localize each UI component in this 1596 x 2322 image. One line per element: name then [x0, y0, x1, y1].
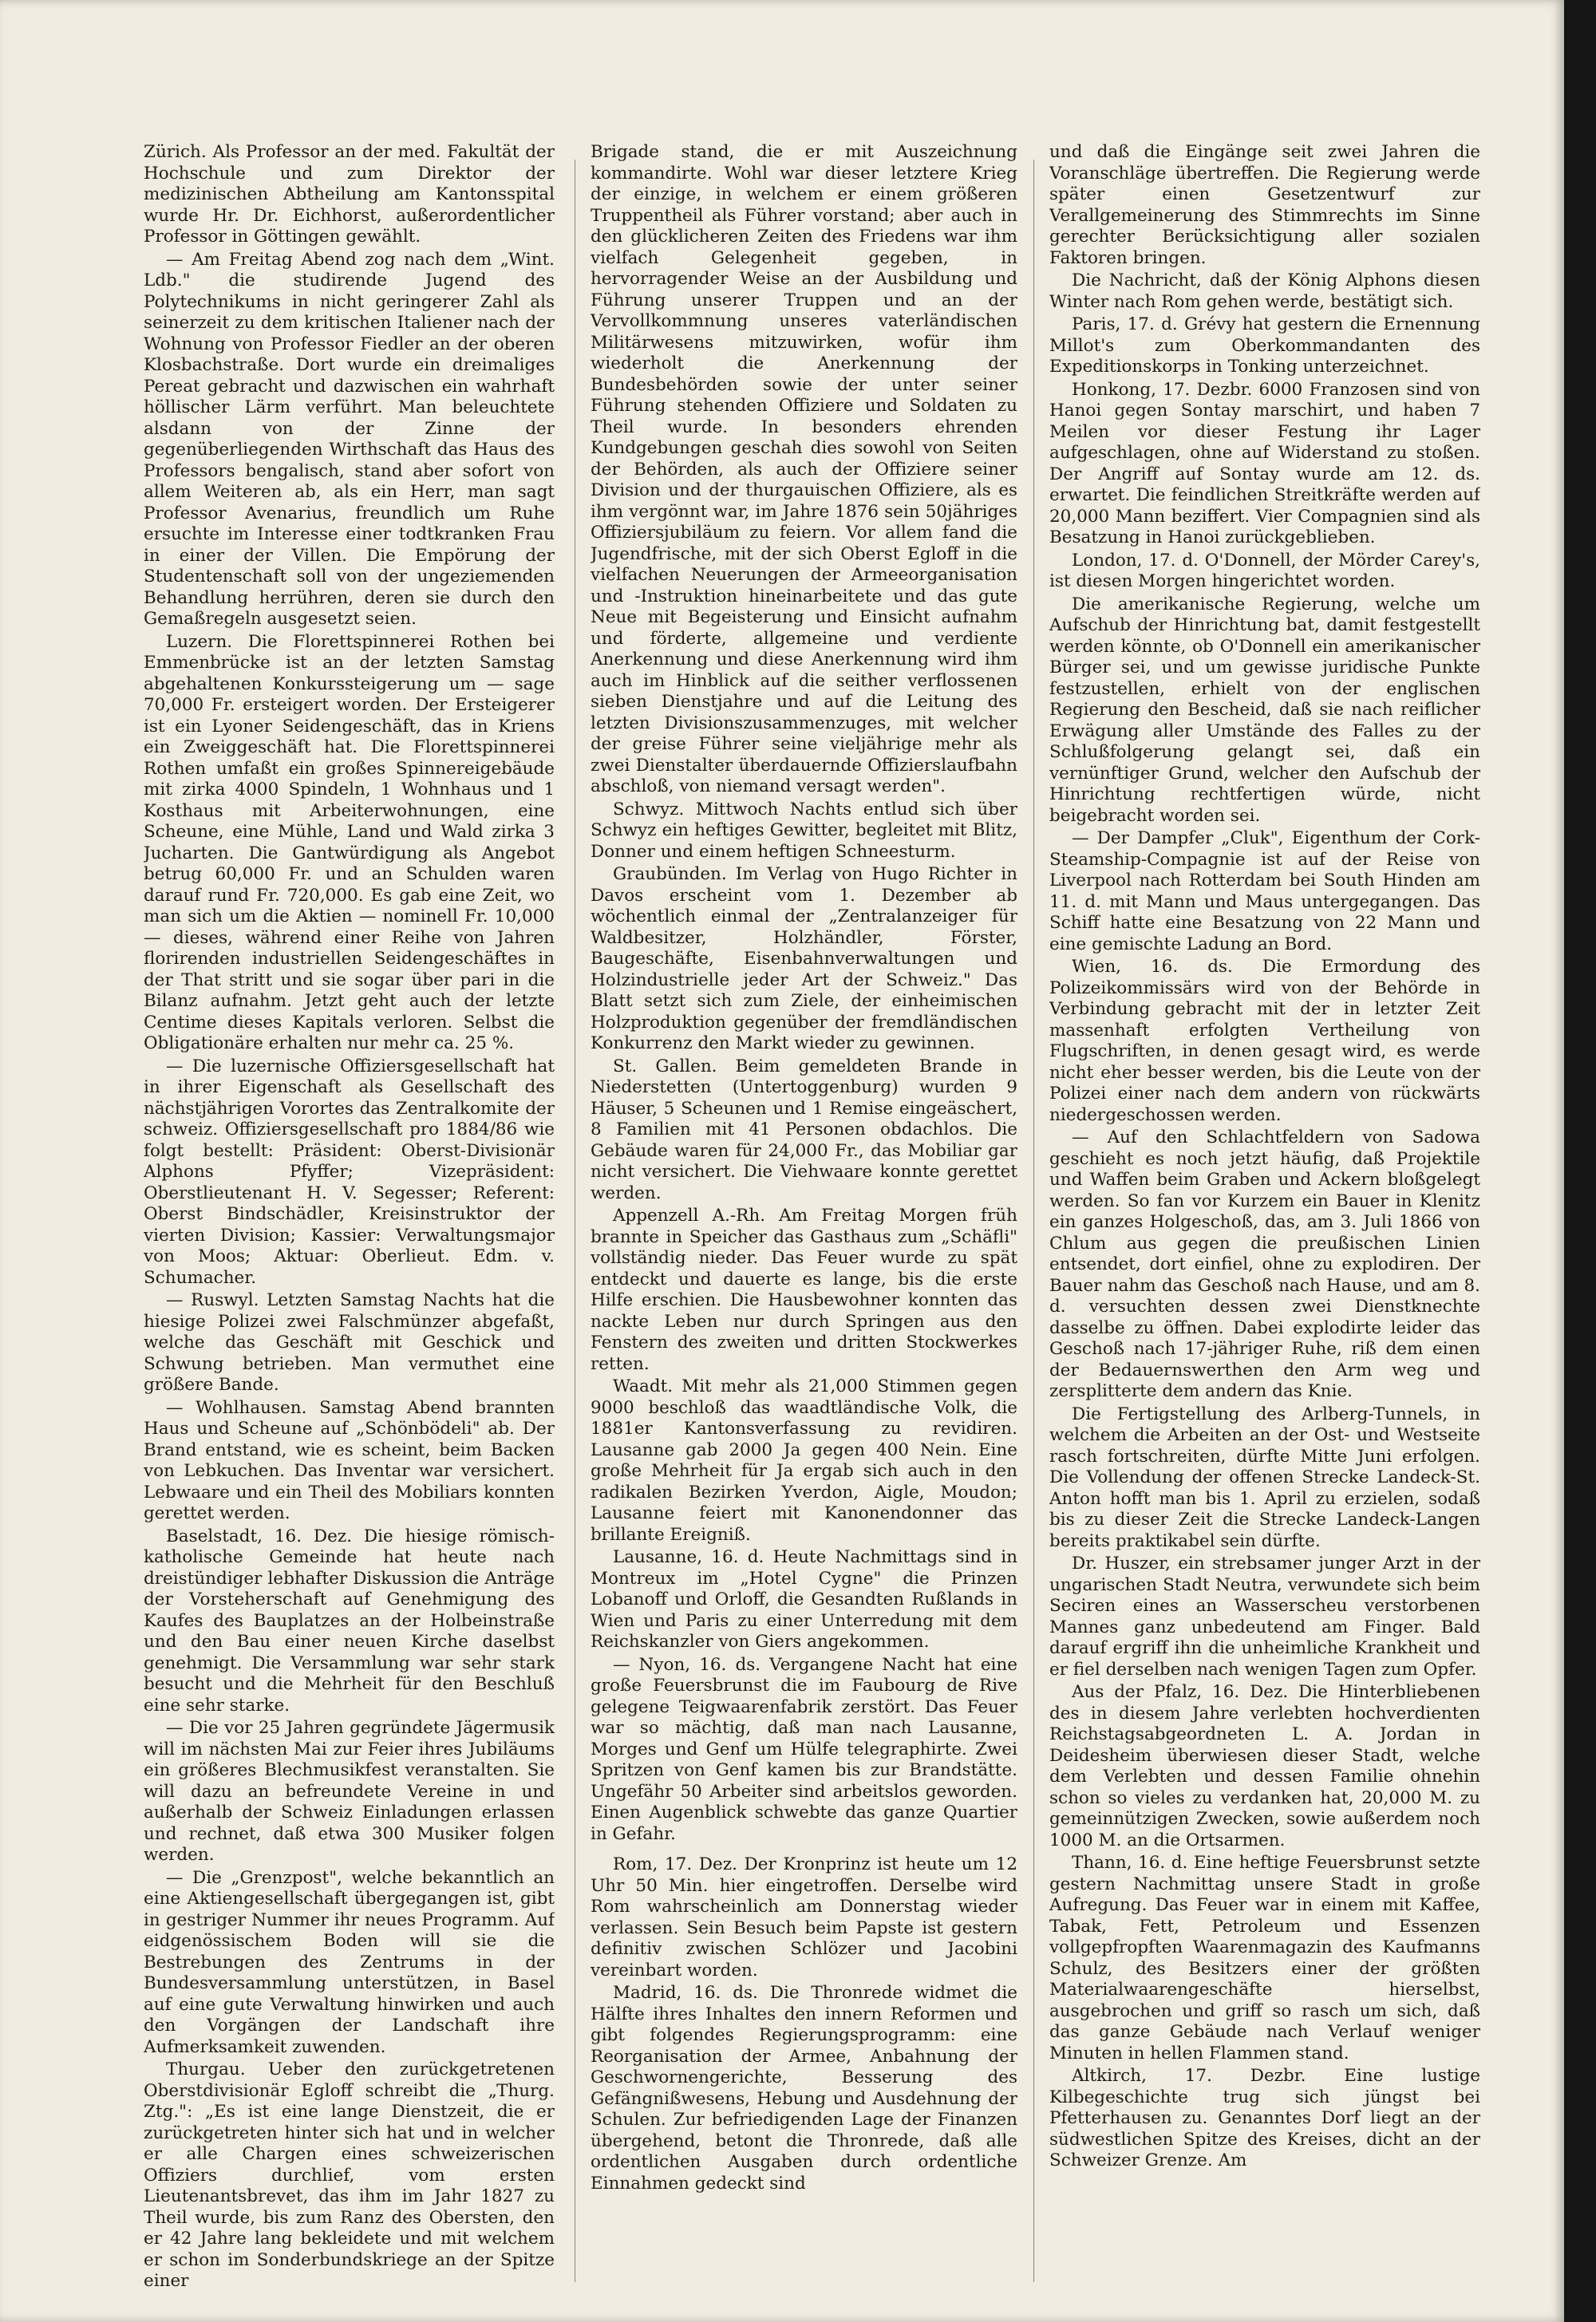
article-paragraph: Thurgau. Ueber den zurückgetretenen Oberstdivisionär Egloff schreibt die „Thurg. Ztg.": „Es ist eine lange Dienstzeit, die er zurückgetreten hinter sich hat und in welcher er alle Chargen eines schweizerischen Offiziers durchlief, vom ersten Lieutenantsbrevet, das ihm im Jahr 1827 zu Theil wurde, bis zum Ranz des Obersten, den er 42 Jahre lang bekleidete und mit welchem er schon im Sonderbundskriege an der Spitze einer [144, 2059, 555, 2291]
spacer [591, 1846, 1017, 1854]
article-paragraph: Die Fertigstellung des Arlberg-Tunnels, in welchem die Arbeiten an der Ost- und Westseite rasch fortschreiten, dürfte Mitte Juni erfolgen. Die Vollendung der offenen Strecke Landeck-St. Anton hofft man bis 1. April zu erzielen, sodaß bis zu dieser Zeit die Strecke Landeck-Langen bereits praktikabel sein dürfte. [1049, 1404, 1480, 1551]
article-paragraph: — Am Freitag Abend zog nach dem „Wint. Ldb." die studirende Jugend des Polytechnikums in nicht geringerer Zahl als seinerzeit zu dem kritischen Italiener nach der Wohnung von Professor Fiedler an der oberen Klosbachstraße. Dort wurde ein dreimaliges Pereat gebracht und dazwischen ein wahrhaft höllischer Lärm verführt. Man beleuchtete alsdann von der Zinne der gegenüberliegenden Wirthschaft das Haus des Professors bengalisch, stand aber sofort von allem Weiteren ab, als ein Herr, man sagt Professor Avenarius, freundlich um Ruhe ersuchte im Interesse einer todtkranken Frau in einer der Villen. Die Empörung der Studentenschaft soll von der ungeziemenden Behandlung herrühren, deren sie durch den Gemaßregeln ausgesetzt seien. [144, 249, 555, 629]
article-paragraph: Lausanne, 16. d. Heute Nachmittags sind in Montreux im „Hotel Cygne" die Prinzen Lobanoff und Orloff, die Gesandten Rußlands in Wien und Paris zu einer Unterredung mit dem Reichskanzler von Giers angekommen. [591, 1547, 1017, 1652]
article-paragraph: Aus der Pfalz, 16. Dez. Die Hinterbliebenen des in diesem Jahre verlebten hochverdienten Reichstagsabgeordneten L. A. Jordan in Deidesheim überwiesen dieser Stadt, welche dem Verlebten und dessen Familie ohnehin schon so vieles zu verdanken hat, 20,000 M. zu gemeinnützigen Zwecken, sowie außerdem noch 1000 M. an die Ortsarmen. [1049, 1682, 1480, 1850]
article-paragraph: Madrid, 16. ds. Die Thronrede widmet die Hälfte ihres Inhaltes den innern Reformen und gibt folgendes Regierungsprogramm: eine Reorganisation der Armee, Anbahnung der Geschwornengerichte, Besserung des Gefängnißwesens, Hebung und Ausdehnung der Schulen. Zur befriedigenden Lage der Finanzen übergehend, betont die Thronrede, daß alle ordentlichen Ausgaben durch ordentliche Einnahmen gedeckt sind [591, 1983, 1017, 2194]
article-paragraph: Paris, 17. d. Grévy hat gestern die Ernennung Millot's zum Oberkommandanten des Expeditionskorps in Tonking unterzeichnet. [1049, 314, 1480, 377]
article-paragraph: Appenzell A.-Rh. Am Freitag Morgen früh brannte in Speicher das Gasthaus zum „Schäfli" vollständig nieder. Das Feuer wurde zu spät entdeckt und dauerte es lange, bis die erste Hilfe erschien. Die Hausbewohner konnten das nackte Leben nur durch Springen aus den Fenstern des zweiten und dritten Stockwerkes retten. [591, 1206, 1017, 1374]
article-paragraph: Thann, 16. d. Eine heftige Feuersbrunst setzte gestern Nachmittag unsere Stadt in große Aufregung. Das Feuer war in einem mit Kaffee, Tabak, Fett, Petroleum und Essenzen vollgepfropften Waarenmagazin des Kaufmanns Schulz, des Besitzers einer der größten Materialwaarengeschäfte hierselbst, ausgebrochen und griff so rasch um sich, daß das ganze Gebäude nach Verlauf weniger Minuten in hellen Flammen stand. [1049, 1853, 1480, 2063]
article-paragraph: Graubünden. Im Verlag von Hugo Richter in Davos erscheint vom 1. Dezember ab wöchentlich einmal der „Zentralanzeiger für Waldbesitzer, Holzhändler, Förster, Baugeschäfte, Eisenbahnverwaltungen und Holzindustrielle jeder Art der Schweiz." Das Blatt setzt sich zum Ziele, der einheimischen Holzproduktion gegenüber der fremdländischen Konkurrenz den Markt wieder zu gewinnen. [591, 864, 1017, 1053]
scan-dark-margin [1564, 0, 1596, 2322]
article-paragraph: Rom, 17. Dez. Der Kronprinz ist heute um 12 Uhr 50 Min. hier eingetroffen. Derselbe wird Rom wahrscheinlich am Donnerstag wieder verlassen. Sein Besuch beim Papste ist gestern definitiv zwischen Schlözer und Jacobini vereinbart worden. [591, 1854, 1017, 1980]
article-paragraph: Die Nachricht, daß der König Alphons diesen Winter nach Rom gehen werde, bestätigt sich. [1049, 271, 1480, 312]
article-paragraph: — Die „Grenzpost", welche bekanntlich an eine Aktiengesellschaft übergegangen ist, gibt in gestriger Nummer ihr neues Programm. Auf eidgenössischem Boden will sie die Bestrebungen des Zentrums in der Bundesversammlung unterstützen, in Basel auf eine gute Verwaltung hinwirken und auch den Vorgängen der Landschaft ihre Aufmerksamkeit zuwenden. [144, 1867, 555, 2057]
article-paragraph: — Auf den Schlachtfeldern von Sadowa geschieht es noch jetzt häufig, daß Projektile und Waffen beim Graben und Ackern bloßgelegt werden. So fan vor Kurzem ein Bauer in Klenitz ein ganzes Holgeschoß, das, am 3. Juli 1866 von Chlum aus gegen die preußischen Linien entsendet, dort einfiel, ohne zu explodiren. Der Bauer nahm das Geschoß nach Hause, und am 8. d. versuchten dessen zwei Dienstknechte dasselbe zu öffnen. Dabei explodirte leider das Geschoß nach 17-jähriger Ruhe, riß dem einen der Bedauernswerthen den Arm weg und zersplitterte dem andern das Knie. [1049, 1127, 1480, 1401]
column-divider [1033, 160, 1034, 2282]
article-paragraph: — Nyon, 16. ds. Vergangene Nacht hat eine große Feuersbrunst die im Faubourg de Rive gelegene Teigwaarenfabrik zerstört. Das Feuer war so mächtig, daß man nach Lausanne, Morges und Genf um Hülfe telegraphirte. Zwei Spritzen von Genf kamen bis zur Brandstätte. Ungefähr 50 Arbeiter sind arbeitslos geworden. Einen Augenblick schwebte das ganze Quartier in Gefahr. [591, 1654, 1017, 1844]
article-paragraph: St. Gallen. Beim gemeldeten Brande in Niederstetten (Untertoggenburg) wurden 9 Häuser, 5 Scheunen und 1 Remise eingeäschert, 8 Familien mit 41 Personen obdachlos. Die Gebäude waren für 24,000 Fr., das Mobiliar gar nicht versichert. Die Viehwaare konnte gerettet werden. [591, 1056, 1017, 1203]
article-paragraph: Zürich. Als Professor an der med. Fakultät der Hochschule und zum Direktor der medizinischen Abtheilung am Kantonsspital wurde Hr. Dr. Eichhorst, außerordentlicher Professor in Göttingen gewählt. [144, 142, 555, 247]
article-paragraph: Altkirch, 17. Dezbr. Eine lustige Kilbegeschichte trug sich jüngst bei Pfetterhausen zu. Genanntes Dorf liegt an der südwestlichen Spitze des Kreises, dicht an der Schweizer Grenze. Am [1049, 2066, 1480, 2170]
article-paragraph: und daß die Eingänge seit zwei Jahren die Voranschläge übertreffen. Die Regierung werde später einen Gesetzentwurf zur Verallgemeinerung des Stimmrechts im Sinne gerechter Berücksichtigung aller sozialen Faktoren bringen. [1049, 142, 1480, 268]
column-middle [591, 142, 1017, 2312]
article-paragraph: Wien, 16. ds. Die Ermordung des Polizeikommissärs wird von der Behörde in Verbindung gebracht mit der in letzter Zeit massenhaft erfolgten Vertheilung von Flugschriften, in denen gesagt wird, es werde nicht eher besser werden, bis die Leute von der Polizei einer nach dem andern von rückwärts niedergeschossen werden. [1049, 957, 1480, 1125]
article-paragraph: — Der Dampfer „Cluk", Eigenthum der Cork-Steamship-Compagnie ist auf der Reise von Liverpool nach Rotterdam bei South Hinden am 11. d. mit Mann und Maus untergegangen. Das Schiff hatte eine Besatzung von 22 Mann und eine gemischte Ladung an Bord. [1049, 828, 1480, 954]
article-paragraph: Honkong, 17. Dezbr. 6000 Franzosen sind von Hanoi gegen Sontay marschirt, und haben 7 Meilen vor dieser Festung ihr Lager aufgeschlagen, ohne auf Widerstand zu stoßen. Der Angriff auf Sontay wurde am 12. ds. erwartet. Die feindlichen Streitkräfte werden auf 20,000 Mann beziffert. Vier Compagnien sind als Besatzung in Hanoi zurückgeblieben. [1049, 379, 1480, 547]
article-paragraph: — Die luzernische Offiziersgesellschaft hat in ihrer Eigenschaft als Gesellschaft des nächstjährigen Vorortes das Zentralkomite der schweiz. Offiziersgesellschaft pro 1884/86 wie folgt bestellt: Präsident: Oberst-Divisionär Alphons Pfyffer; Vizepräsident: Oberstlieutenant H. V. Segesser; Referent: Oberst Bindschädler, Kreisinstruktor der vierten Division; Kassier: Verwaltungsmajor von Moos; Aktuar: Oberlieut. Edm. v. Schumacher. [144, 1056, 555, 1288]
article-paragraph: — Wohlhausen. Samstag Abend brannten Haus und Scheune auf „Schönbödeli" ab. Der Brand entstand, wie es scheint, beim Backen von Lebkuchen. Das Inventar war versichert. Lebwaare und ein Theil des Mobiliars konnten gerettet werden. [144, 1397, 555, 1523]
article-paragraph: Schwyz. Mittwoch Nachts entlud sich über Schwyz ein heftiges Gewitter, begleitet mit Blitz, Donner und einem heftigen Schneesturm. [591, 799, 1017, 862]
column-right [1049, 142, 1480, 2312]
article-paragraph: — Die vor 25 Jahren gegründete Jägermusik will im nächsten Mai zur Feier ihres Jubiläums ein größeres Blechmusikfest veranstalten. Sie will dazu an befreundete Vereine in und außerhalb der Schweiz Einladungen erlassen und rechnet, daß etwa 300 Musiker folgen werden. [144, 1718, 555, 1865]
article-paragraph: Waadt. Mit mehr als 21,000 Stimmen gegen 9000 beschloß das waadtländische Volk, die 1881er Kantonsverfassung zu revidiren. Lausanne gab 2000 Ja gegen 400 Nein. Eine große Mehrheit für Ja ergab sich auch in den radikalen Bezirken Yverdon, Aigle, Moudon; Lausanne feiert mit Kanonendonner das brillante Ereigniß. [591, 1376, 1017, 1545]
article-paragraph: Luzern. Die Florettspinnerei Rothen bei Emmenbrücke ist an der letzten Samstag abgehaltenen Konkurssteigerung um — sage 70,000 Fr. ersteigert worden. Der Ersteigerer ist ein Lyoner Seidengeschäft, das in Kriens ein Zweiggeschäft hat. Die Florettspinnerei Rothen umfaßt ein großes Spinnereigebäude mit zirka 4000 Spindeln, 1 Wohnhaus und 1 Kosthaus mit Arbeiterwohnungen, eine Scheune, eine Mühle, Land und Wald zirka 3 Jucharten. Die Gantwürdigung als Angebot betrug 60,000 Fr. und an Schulden waren darauf rund Fr. 720,000. Es gab eine Zeit, wo man sich um die Aktien — nominell Fr. 10,000 — dieses, während einer Reihe von Jahren florirenden industriellen Seidengeschäftes in der That stritt und sie sogar über pari in die Bilanz aufnahm. Jetzt geht auch der letzte Centime dieses Kapitals verloren. Selbst die Obligationäre erhalten nur mehr ca. 25 %. [144, 631, 555, 1053]
article-paragraph: Brigade stand, die er mit Auszeichnung kommandirte. Wohl war dieser letztere Krieg der einzige, in welchem er einem größeren Truppentheil als Führer vorstand; aber auch in den glücklicheren Zeiten des Friedens war ihm vielfach Gelegenheit gegeben, in hervorragender Weise an der Ausbildung und Führung unserer Truppen und an der Vervollkommnung unseres vaterländischen Militärwesens mitzuwirken, wofür ihm wiederholt die Anerkennung der Bundesbehörden sowie der unter seiner Führung stehenden Offiziere und Soldaten zu Theil wurde. In besonders ehrenden Kundgebungen geschah dies sowohl von Seiten der Behörden, als auch der Offiziere seiner Division und der thurgauischen Offiziere, als es ihm vergönnt war, im Jahre 1876 sein 50jähriges Offiziersjubiläum zu feiern. Vor allem fand die Jugendfrische, mit der sich Oberst Egloff in die vielfachen Neuerungen der Armeeorganisation und -Instruktion hineinarbeitete und das gute Neue mit Begeisterung und Einsicht aufnahm und förderte, allgemeine und verdiente Anerkennung und diese Anerkennung wird ihm auch im Hinblick auf die seither verflossenen sieben Dienstjahre und auf die Leitung des letzten Divisionszusammenzuges, mit welcher der greise Führer seine vieljährige mehr als zwei Dienstalter überdauernde Offizierslaufbahn abschloß, von niemand versagt werden". [591, 142, 1017, 796]
article-paragraph: — Ruswyl. Letzten Samstag Nachts hat die hiesige Polizei zwei Falschmünzer abgefaßt, welche das Geschäft mit Geschick und Schwung betrieben. Man vermuthet eine größere Bande. [144, 1290, 555, 1395]
article-paragraph: Baselstadt, 16. Dez. Die hiesige römisch-katholische Gemeinde hat heute nach dreistündiger lebhafter Diskussion die Anträge der Vorsteherschaft auf Genehmigung des Kaufes des Bauplatzes an der Holbeinstraße und den Bau einer neuen Kirche daselbst genehmigt. Die Versammlung war sehr stark besucht und die Mehrheit für den Beschluß eine sehr starke. [144, 1526, 555, 1716]
article-paragraph: Die amerikanische Regierung, welche um Aufschub der Hinrichtung bat, damit festgestellt werden könnte, ob O'Donnell ein amerikanischer Bürger sei, und um gewisse juridische Punkte festzustellen, erhielt von der englischen Regierung den Bescheid, daß sie nach reiflicher Erwägung aller Umstände des Falles zu der Schlußfolgerung gelangt sei, daß ein vernünftiger Grund, welcher den Aufschub der Hinrichtung rechtfertigen würde, nicht beigebracht worden sei. [1049, 594, 1480, 826]
article-paragraph: London, 17. d. O'Donnell, der Mörder Carey's, ist diesen Morgen hingerichtet worden. [1049, 550, 1480, 591]
article-paragraph: Dr. Huszer, ein strebsamer junger Arzt in der ungarischen Stadt Neutra, verwundete sich beim Seciren eines an Wasserscheu verstorbenen Mannes ganz unbedeutend am Finger. Bald darauf ergriff ihn die unheimliche Krankheit und er fiel derselben nach wenigen Tagen zum Opfer. [1049, 1554, 1480, 1680]
column-left [144, 142, 555, 2312]
